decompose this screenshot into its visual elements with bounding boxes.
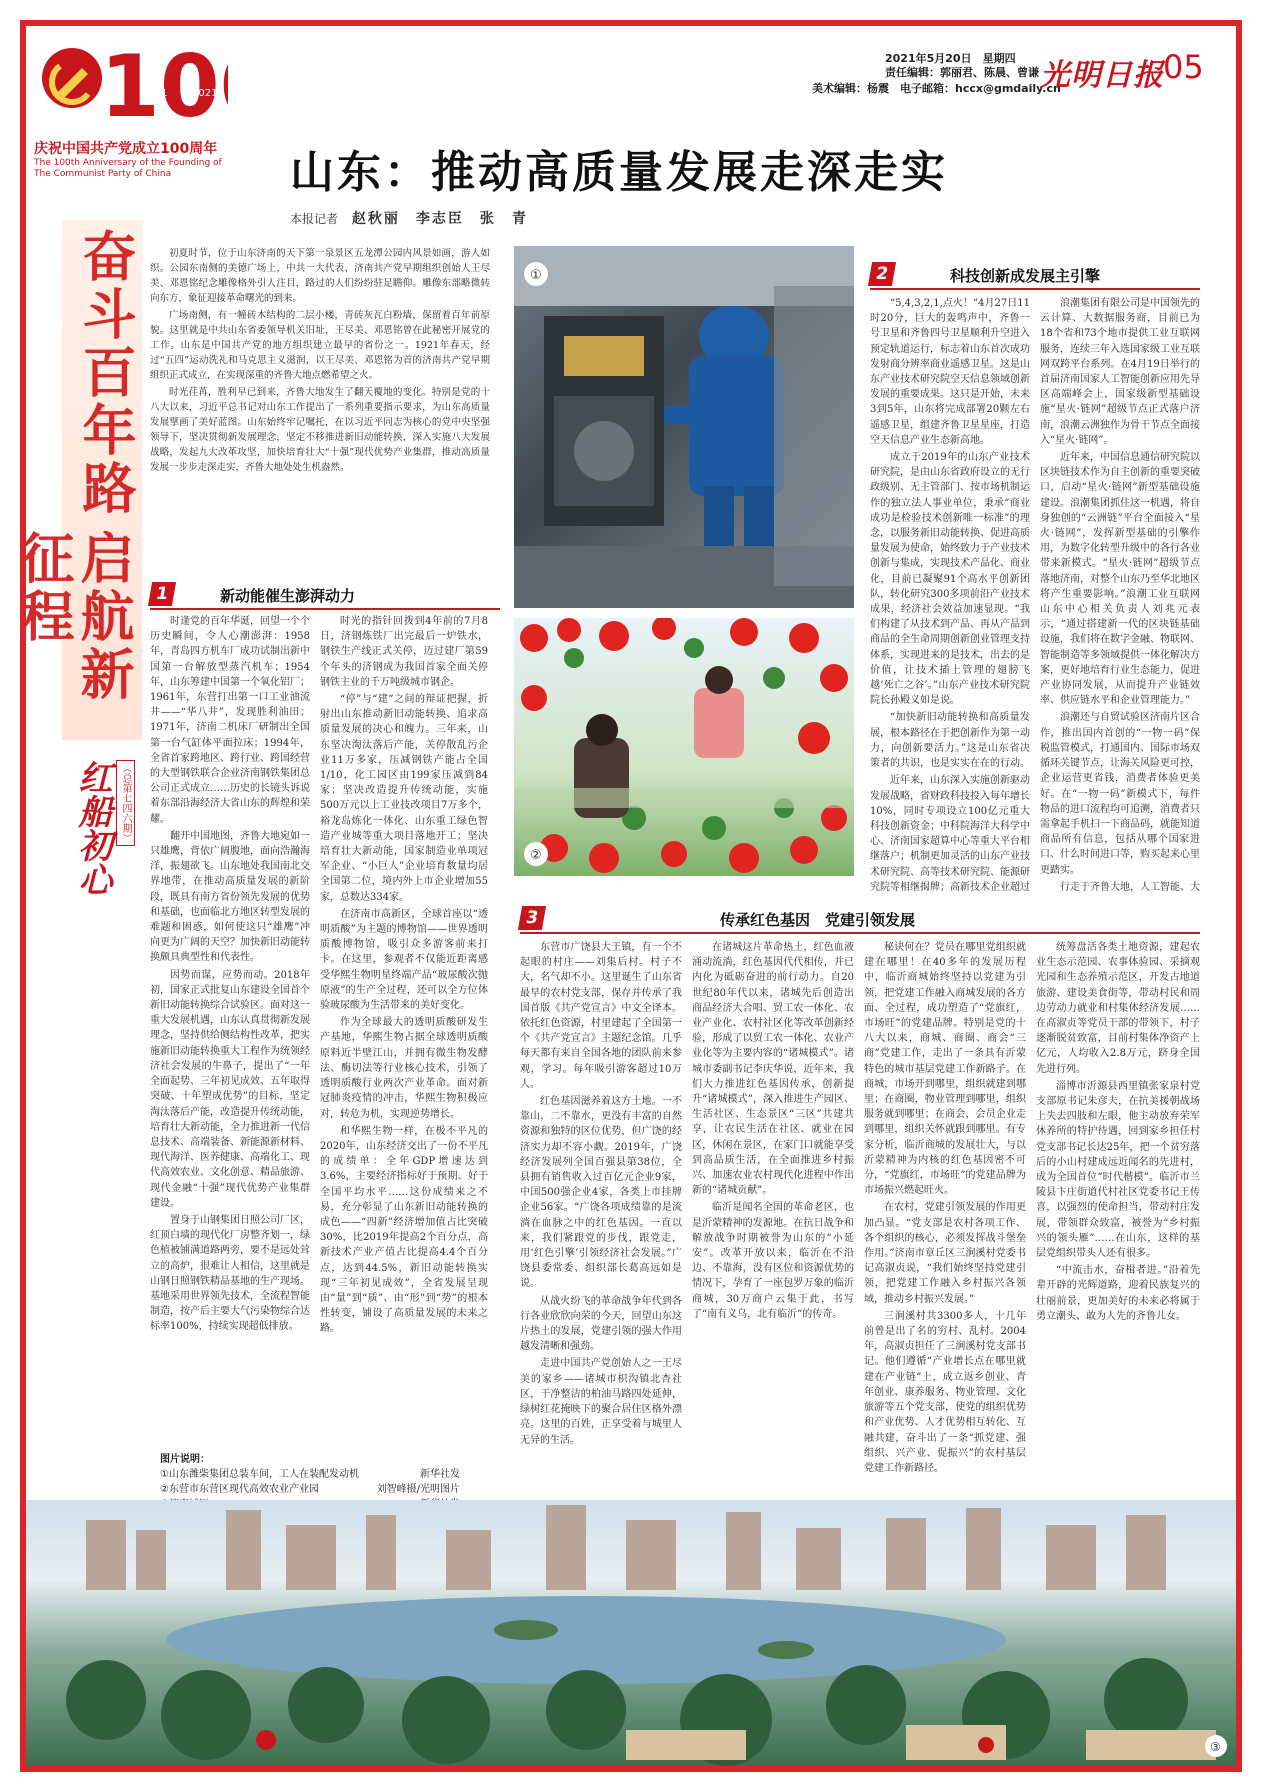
byline [290,208,528,228]
column-name: 红船初心 [72,760,112,896]
intro-paragraph: 初夏时节，位于山东济南的天下第一泉景区五龙潭公园内风景如画，游人如织。公园东南侧的美德广场上，中共一大代表、济南共产党早期组织创始人王尽美、邓恩铭纪念雕像格外引人注目，路过的人们纷纷驻足瞻仰。雕像东部略微转向东方，象征迎接革命曙光的到来。 [150,248,490,304]
caption-text: ①山东潍柴集团总装车间，工人在装配发动机 [160,1469,359,1480]
section-3-col-c [864,940,1026,1485]
art-editor: 美术编辑：杨震 电子邮箱：hccx@gmdaily.cn [812,82,1061,95]
column-issue: （总第七四六期） [116,760,135,846]
slogan-line1: 奋斗百年路 [74,228,138,518]
byline-label: 本报记者 [290,212,339,226]
paragraph: 在农村，党建引领发展的作用更加凸显。“党支部是农村各项工作、各个组织的核心，必须发挥战斗堡垒作用。”济南市章丘区三涧溪村党委书记高淑贞说，“我们始终坚持党建引领，把党建工作融入乡村振兴各领域，推动乡村振兴发展。” [864,1202,1026,1305]
header-info [885,52,1039,80]
paragraph: 时光的指针回拨到4年前的7月8日，济钢炼铁厂出完最后一炉铁水，钢铁生产线正式关停，迈过建厂第59个年头的济钢成为我国首家全面关停钢铁主业的千万吨级城市钢企。 [320,616,488,688]
paragraph: 红色基因滋养着这方土地。一不靠山，二不靠水，更没有丰富的自然资源和独特的区位优势，但广饶的经济实力却不容小觑。2019年，广饶经济发展列全国百强县第38位，全县拥有销售收入过百亿元企业9家，中国500强企业4家，各类上市挂牌企业56家。“广饶各项成绩靠的是流淌在血脉之中的红色基因。一直以来，我们紧跟党的步伐，跟党走，用‘红色引擎’引领经济社会发展。”广饶县委常委、组织部长葛高远如是说。 [520,1096,682,1290]
section-3-col-d [1036,940,1200,1485]
logo-subtitle [34,138,264,180]
photo-factory [514,246,854,608]
paragraph: 作为全球最大的透明质酸研发生产基地，华熙生物占据全球透明质酸原料近半壁江山，并拥有微生物发酵法、酶切法等行业核心技术，引领了透明质酸行业两次产业革命。面对新冠肺炎疫情的冲击，华熙生物积极应对，转危为机，实现逆势增长。 [320,1017,488,1120]
section-1-col-b [320,614,488,1429]
intro-paragraph: 广场南侧，有一幢砖木结构的二层小楼，青砖灰瓦白粉墙，保留着百年前原貌。这里就是中共山东省委领导机关旧址，王尽美、邓恩铭曾在此秘密开展党的工作。山东是中国共产党的地方组织建立最早的省份之一。1921年春天，经过“五四”运动洗礼和马克思主义滋润，以王尽美、邓恩铭为首的济南共产党早期组织正式成立，在实现深重的齐鲁大地点燃希望之火。 [150,310,490,381]
editors: 责任编辑：郭丽君、陈晨、曾谦 [885,66,1039,79]
paragraph: 时逢党的百年华诞，回望一个个历史瞬间，令人心潮澎湃：1958年，青岛四方机车厂成功试制出新中国第一台解放型蒸汽机车；1954年，山东筹建中国第一个氧化铝厂；1961年，东营打出第一口工业油流井——“华八井”，发现胜利油田；1971年，济南二机床厂研制出全国第一台气缸体平面拉床；1994年，全省首家跨地区、跨行业、跨国经营的大型钢铁联合企业济南钢铁集团总公司正式成立……历史的长镜头诉说着东部沿海经济大省山东的辉煌和荣耀。 [150,616,310,825]
issue-date: 2021年5月20日 星期四 [885,52,1016,65]
logo-en2: The Communist Party of China [34,169,172,179]
caption-credit: 刘智峰摄/光明图片 [376,1484,460,1495]
paragraph: 浪潮还与自贸试验区济南片区合作，推出国内首创的“一物一码”保税监管模式，打通国内、国际市场双循环关键节点，让海关风险更可控，企业运营更省钱，消费者体验更美好。在“一物一码”新模式下，每件物品的进口流程均可追溯，消费者只需拿起手机扫一下商品码，就能知道商品所有信息，包括从哪个国家进口、什么时间进口等，购买起来心里更踏实。 [1040,712,1200,876]
section-2-col-b [1040,296,1200,896]
section-2-col-a [870,296,1030,896]
photo-number: ① [530,268,542,283]
caption-row [160,1467,460,1482]
hammer-sickle-icon [42,48,102,108]
paragraph: 秘诀何在？党员在哪里党组织就建在哪里！在40多年的发展历程中，临沂商城始终坚持以党建为引领，把党建工作融入商城发展的各方面、全过程，成功塑造了“党旗红，市场旺”的党建品牌。特别是党的十八大以来，商城、商圈、商会“三商”党建工作，走出了一条具有沂蒙特色的城市基层党建工作新路子。在商城，市场开到哪里，组织就建到哪里；在商圈，物业管理到哪里，组织服务就到哪里；在商会，会员企业走到哪里，组织关怀就跟到哪里。有专家分析，临沂商城的发展壮大，与以沂蒙精神为内核的红色基因密不可分，“党旗红，市场旺”的党建品牌为市场振兴燃起旺火。 [864,942,1026,1197]
page-number: 05 [1163,48,1204,86]
paragraph: 置身于山钢集团日照公司厂区，红顶白墙的现代化厂房整齐划一，绿色植被铺满道路两旁，要不是远处耸立的高炉，很难让人相信，这里就是山钢日照钢铁精品基地的生产现场。基地采用世界领先技术，全流程智能制造，按产后主要大气污染物综合达标率100%，持续实现超低排放。 [150,1214,310,1333]
newspaper-name: 光明日报 [1040,58,1164,93]
caption-credit: 新华社发 [420,1469,460,1480]
paragraph: 统筹盘活各类土地资源，建起农业生态示范园、农事体验园、采摘观光园和生态养殖示范区，开发古地道旅游、建设美食街等，带动村民和周边劳动力就业和村集体经济发展……在高淑贞等党员干部的带领下，村子逐渐脱贫致富，目前村集体净资产上亿元，人均收入2.8万元，跻身全国先进行列。 [1036,942,1200,1075]
intro-paragraph: 时光荏苒，胜利早已到来，齐鲁大地发生了翻天覆地的变化。特别是党的十八大以来，习近平总书记对山东工作提出了一系列重要指示要求，为山东高质量发展擘画了美好蓝图。山东始终牢记嘱托，在以习近平同志为核心的党中央坚强领导下，坚决贯彻新发展理念，坚定不移推进新旧动能转换，深入实施八大发展战略，发起九大改革攻坚，加快培育壮大“十强”现代优势产业集群，推动高质量发展一步步走深走实，齐鲁大地处处生机盎然。 [150,387,490,473]
section-2-heading [870,262,1200,290]
section-title: 传承红色基因 党建引领发展 [720,911,916,929]
section-title: 科技创新成发展主引擎 [950,267,1101,285]
paragraph: 和华熙生物一样，在极不平凡的2020年，山东经济交出了一份不平凡的成绩单：全年GDP增速达到3.6%，主要经济指标好于预期、好于全国平均水平……这份成绩来之不易，充分彰显了山东新旧动能转换的成色——“四新”经济增加值占比突破30%，比2019年提高2个百分点，高新技术产业产值占比提高4.4个百分点，达到44.5%，新旧动能转换实现“三年初见成效”，全省发展呈现由“量”到“质”、由“形”到“势”的根本性转变，铺设了高质量发展的未来之路。 [320,1125,488,1335]
logo-year-left: 1921 [142,88,168,99]
paragraph: 东营市广饶县大王镇，有一个不起眼的村庄——刘集后村。村子不大，名气却不小。这里诞生了山东省最早的农村党支部，保存并传承了我国首版《共产党宣言》中文全译本。依托红色资源，村里建起了全国第一个《共产党宣言》主题纪念馆。几乎每天都有来自全国各地的团队前来参观，学习。每年吸引游客超过10万人。 [520,942,682,1090]
paragraph: 浪潮集团有限公司是中国领先的云计算、大数据服务商，目前已为18个省和73个地市提供工业互联网服务，连续三年入选国家级工业互联网双跨平台系列。在4月19日举行的首届济南国家人工智能创新应用先导区高端峰会上，国家级新型基础设施“星火·链网”超级节点正式落户济南，浪潮云洲独作为骨干节点全面接入“星火·链网”。 [1040,298,1200,446]
paragraph: 淄博市沂源县西里镇张家泉村党支部原书记朱彦夫，在抗美援朝战场上失去四肢和左眼，他主动放弃荣军休养所的特护待遇，回到家乡担任村党支部书记长达25年，把一个贫穷落后的小山村建成远近闻名的先进村，成为全国首位“时代楷模”。临沂市兰陵县卞庄街道代村社区党委书记王传喜，以强烈的使命担当，带动村庄发展，带领群众致富，被誉为“乡村振兴的领头雁”……在山东，这样的基层党组织带头人还有很多。 [1036,1080,1200,1260]
logo-en1: The 100th Anniversary of the Founding of [34,158,222,168]
paragraph: 因势而谋，应势而动。2018年初，国家正式批复山东建设全国首个新旧动能转换综合试验区。面对这一重大发展机遇，山东认真贯彻新发展理念，坚持供给侧结构性改革，把实施新旧动能转换重大工程作为统领经济社会发展的牛鼻子，提出了“一年全面起势、三年初见成效、五年取得突破、十年塑成优势”的目标，坚定淘汰落后产能，改造提升传统动能，培育壮大新动能，全力推进新一代信息技术、高端装备、新能源新材料、现代海洋、医养健康、高端化工、现代高效农业、文化创意、精品旅游、现代金融“十强”现代优势产业集群建设。 [150,969,310,1209]
column-tag [68,760,138,970]
caption-text: ②东营市东营区现代高效农业产业园 [160,1484,319,1495]
paragraph: 近年来，中国信息通信研究院以区块链技术作为自主创新的重要突破口，启动“星火·链网”新型基础设施建设。浪潮集团抓住这一机遇，将自身独创的“云洲链”平台全面接入“星火·链网”，发挥新型基础的引擎作用，为数字化转型升级中的各行各业带来新模式。“星火·链网”超级节点落地济南，对整个山东乃至华北地区将产生重要影响。”浪潮工业互联网山东中心相关负责人刘兆元表示，“通过搭建新一代的区块链基础设施，我们将在数字金融、物联网、智能制造等多领域提供一体化解决方案，更好地培育行业生态能力，促进产业协同发展，从而提升产业链效率、供应链水平和企业管理能力。” [1040,452,1200,707]
paragraph: 在济南市高新区，全球首座以“透明质酸”为主题的博物馆——世界透明质酸博物馆，吸引众多游客前来打卡。在这里，参观者不仅能近距离感受华熙生物明星终端产品“玻尿酸次抛原液”的生产全过程，还可以全方位体验玻尿酸为生活带来的美好变化。 [320,908,488,1012]
paragraph: 在诸城这片革命热土，红色血液涌动流淌，红色基因代代相传，并已内化为砥砺奋进的前行动力。自20世纪80年代以来，诸城先后创造出商品经济大合唱、贸工农一体化、农业产业化、农村社区化等改革创新经验，形成了以贸工农一体化、农业产业化等为主要内容的“诸城模式”。诸城市委副书记李庆华说，近年来，我们大力推进红色基因传承，创新提升“诸城模式”，深入推进生产园区、生活社区、生态景区“三区”共建共享，让农民生活在社区、就业在园区，休闲在景区，在家门口就能享受到高品质生活，在全面推进乡村振兴、加速农业农村现代化进程中作出新的“诸城贡献”。 [692,942,854,1197]
captions-heading: 图片说明： [160,1454,210,1465]
slogan-line2: 启航新征程 [12,530,136,704]
section-number: 1 [148,582,176,606]
photo-city [26,1500,1236,1766]
section-3-heading [520,906,1200,934]
article-title: 山东：推动高质量发展走深走实 [290,147,948,198]
section-1-col-a [150,614,310,1429]
paragraph: 翻开中国地图，齐鲁大地宛如一只雄鹰，背依广阔腹地，面向浩瀚海洋，振翅欲飞。山东地处我国南北交界地带，在推动高质量发展的新阶段，既具有南方省份领先发展的优势和基础，也面临北方地区转型发展的难题和困惑，如何使这只“雄鹰”冲向更为广阔的天空？加快新旧动能转换颇具典型性和代表性。 [150,830,310,964]
logo-cn: 庆祝中国共产党成立100周年 [34,141,218,157]
section-number: 2 [868,262,896,286]
intro-text [150,246,490,516]
photo-number: ③ [1210,1740,1221,1754]
section-1-heading [150,582,500,610]
paragraph: 行走于齐鲁大地，人工智能、大 [1060,881,1200,893]
byline-authors: 赵秋丽 李志臣 张 青 [351,211,528,227]
centenary-logo [38,30,228,130]
paragraph: 从战火纷飞的革命战争年代到各行各业欣欣向荣的今天，回望山东这片热土的发展，党建引领的强大作用越发清晰和强劲。 [520,1295,682,1353]
section-title: 新动能催生澎湃动力 [220,587,356,605]
paragraph: 三涧溪村共3300多人，十几年前曾是出了名的穷村、乱村。2004年，高淑贞担任了三涧溪村党支部书记。他们遵循“产业增长点在哪里就建在产业链”上，成立返乡创业、青年创业、康养服务、物业管理、文化旅游等五个党支部，使党的组织优势和产业优势、人才优势相互转化、互融共建，奋斗出了一条“抓党建、强组织、兴产业、促振兴”的农村基层党建工作新路径。 [864,1310,1026,1474]
paragraph: “停”与“建”之间的辩证把握，折射出山东推动新旧动能转换、追求高质量发展的决心和魄力。三年来，山东坚决淘汰落后产能，关停散乱污企业11万多家，压减钢铁产能占全国1/10，化工园区由199家压减到84家；坚决改造提升传统动能，实施500万元以上工业技改项目7万多个，裕龙岛炼化一体化、山东重工绿色智造产业城等重大项目落地开工；坚决培育壮大新动能，国家制造业单项冠军企业、“小巨人”企业培育数量均居全国第二位，境内外上市企业增加55家，总数达334家。 [320,694,488,903]
paragraph: “中流击水，奋楫者进。”沿着先辈开辟的光辉道路，迎着民族复兴的壮丽前景，更加美好的未来必将属于勇立潮头、敢为人先的齐鲁儿女。 [1036,1265,1200,1322]
paragraph: 成立于2019年的山东产业技术研究院，是由山东省政府设立的无行政级别、无主管部门、按市场机制运作的独立法人事业单位，秉承“商业成功是检验技术创新唯一标准”的理念，以服务新旧动能转换、促进高质量发展为使命，始终致力于产业技术创新与集成，实现技术产品化、商业化，目前已凝聚91个高水平创新团队，转化研究300多项前沿产业技术成果，经济社会效益加速显现。“我们构建了从技术到产品、再从产品到商品的全生命周期创新创业管理支持体系，实现进来的是技术，出去的是价值，让技术插上管理的翅膀飞越‘死亡之谷’。”山东产业技术研究院院长孙殿义如是说。 [870,452,1030,707]
section-3-col-a [520,940,682,1485]
logo-year-right: 2021 [192,88,218,99]
logo-number: 10 [100,37,220,130]
photo-flowers [514,618,854,876]
section-number: 3 [518,906,546,930]
caption-row [160,1482,460,1497]
paragraph: “5,4,3,2,1,点火！”4月27日11时20分，巨大的轰鸣声中，齐鲁一号卫星和齐鲁四号卫星顺利升空进入预定轨道运行，标志着山东首次成功发射商分辨率商业遥感卫星。这是山东产业技术研究院空天信息领域创新发展的重要成果。这只是开始，未来3到5年，山东将完成部署20颗左右遥感卫星，组建齐鲁卫星星座，打造空天信息产业生态新高地。 [870,298,1030,446]
paragraph: “加快新旧动能转换和高质量发展，根本路径在于把创新作为第一动力，向创新要活力。”这是山东省决策者的共识，也是实实在在的行动。 [870,712,1030,770]
paragraph: 临沂是闻名全国的革命老区，也是沂蒙精神的发源地。在抗日战争和解放战争时期被誉为山东的“小延安”。改革开放以来，临沂在不沿边、不靠海，没有区位和资源优势的情况下，孕育了一座包罗万象的临沂商城，30万商户云集于此，书写了“南有义乌，北有临沂”的传奇。 [692,1202,854,1320]
vertical-slogan [12,220,142,740]
paragraph: 走进中国共产党创始人之一王尽美的家乡——诸城市枳沟镇北杏社区，干净整洁的柏油马路四处延伸，绿树红花掩映下的聚合居住区格外漂亮。这里的百姓，正享受着与城里人无异的生活。 [520,1358,682,1446]
photo-number: ② [530,848,542,863]
paragraph: 近年来，山东深入实施创新驱动发展战略，省财政科技投入每年增长10%，同时专项设立100亿元重大科技创新资金；中科院海洋大科学中心、济南国家超算中心等重大平台相继落户；机制更加灵活的山东产业技术研究院、高等技术研究院、能源研究院等相继揭牌；高新技术企业超过 [870,775,1030,893]
section-3-col-b [692,940,854,1485]
